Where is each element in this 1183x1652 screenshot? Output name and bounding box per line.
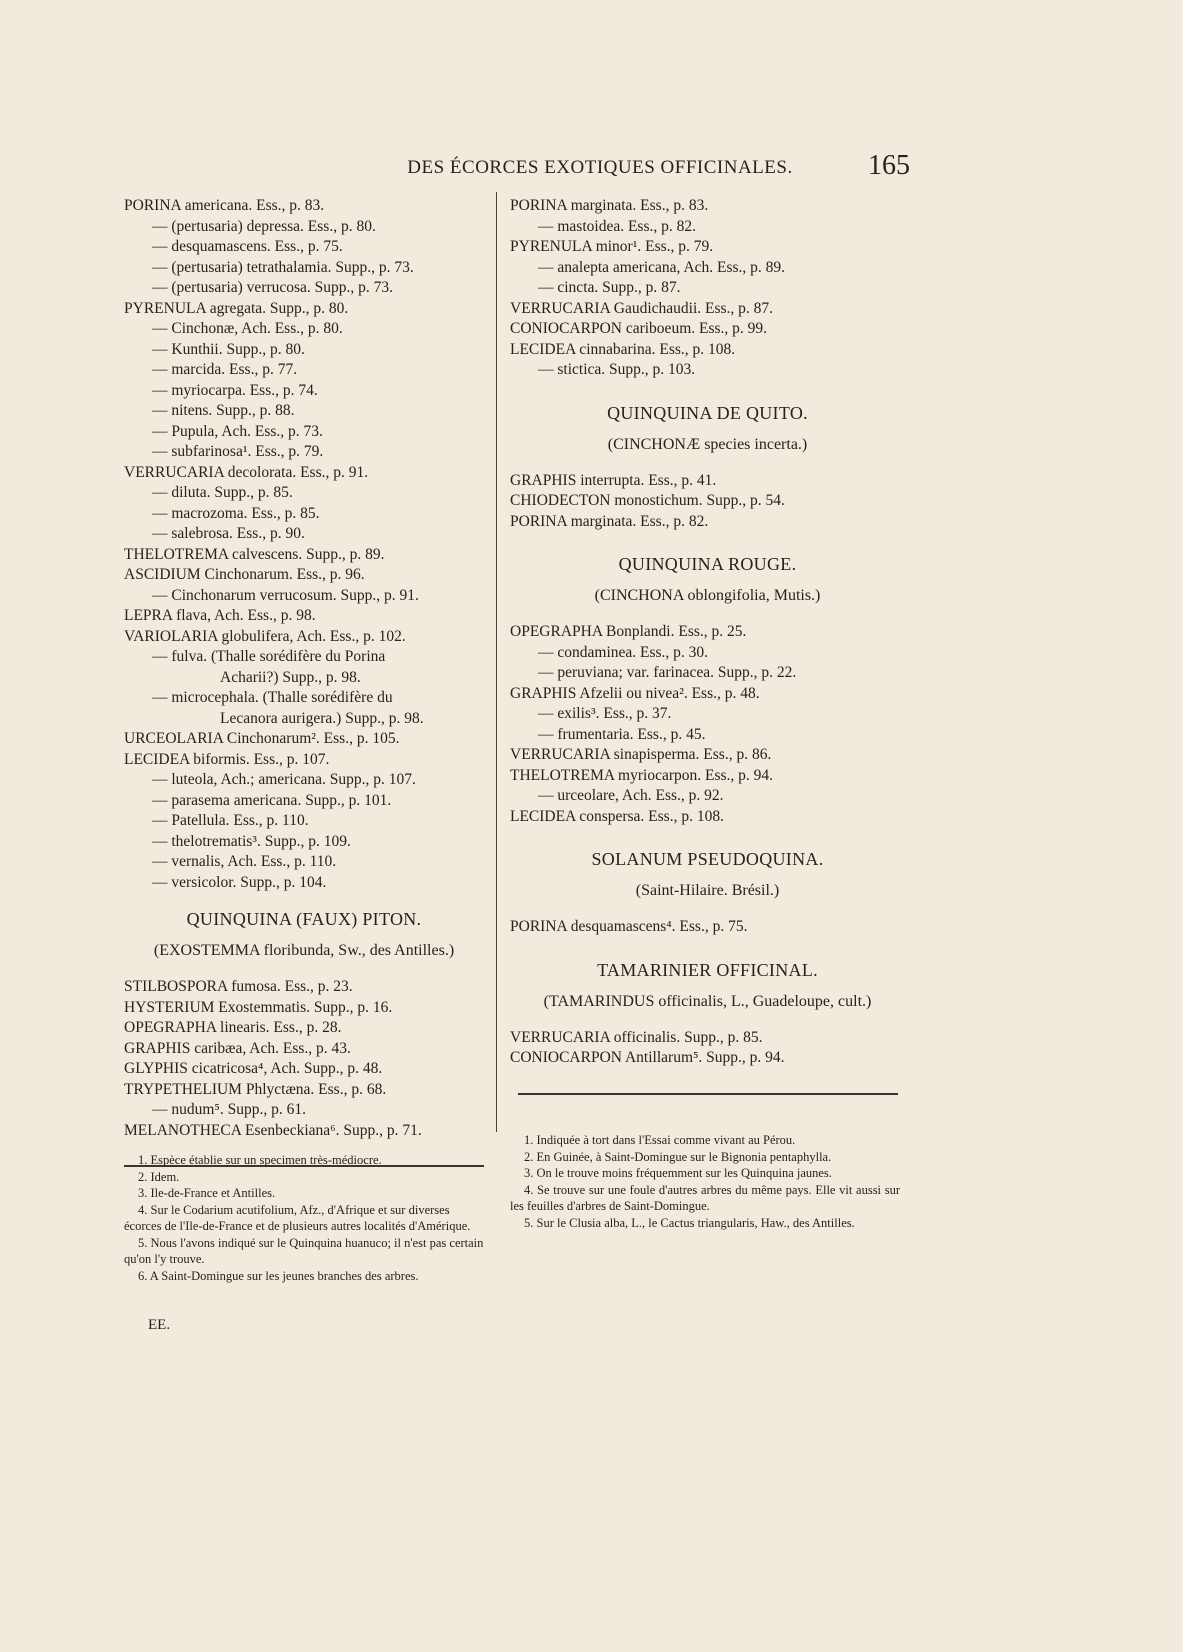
right-column — [510, 196, 905, 1095]
section-entries-piton — [124, 977, 484, 1141]
entry-line: — diluta. Supp., p. 85. — [152, 484, 293, 501]
section-entries-rouge — [510, 622, 905, 827]
entry-line: — (pertusaria) depressa. Ess., p. 80. — [152, 217, 376, 235]
entry-line: CONIOCARPON Antillarum⁵. Supp., p. 94. — [510, 1049, 785, 1066]
section-title-tamarinier: TAMARINIER OFFICINAL. — [597, 959, 818, 980]
footnote: 5. Nous l'avons indiqué sur le Quinquina huanuco; il n'est pas certain qu'on l'y trouve. — [124, 1235, 484, 1266]
entry-line: STILBOSPORA fumosa. Ess., p. 23. — [124, 978, 353, 995]
entry-line: — exilis³. Ess., p. 37. — [538, 705, 672, 722]
entry-line: — urceolare, Ach. Ess., p. 92. — [538, 787, 724, 804]
entry-line: Acharii?) Supp., p. 98. — [220, 668, 361, 686]
entry-line: — frumentaria. Ess., p. 45. — [538, 725, 706, 743]
entry-line: LECIDEA biformis. Ess., p. 107. — [124, 750, 330, 768]
footnote: 3. Ile-de-France et Antilles. — [138, 1186, 276, 1200]
entry-line: — analepta americana, Ach. Ess., p. 89. — [538, 258, 786, 276]
entry-line: — fulva. (Thalle sorédifère du Porina — [152, 648, 386, 665]
entry-line: THELOTREMA calvescens. Supp., p. 89. — [124, 545, 385, 563]
column-divider — [496, 192, 497, 1132]
entry-line: — marcida. Ess., p. 77. — [152, 361, 298, 378]
footnote: 1. Espèce établie sur un specimen très-médiocre. — [138, 1153, 382, 1167]
entry-line: CHIODECTON monostichum. Supp., p. 54. — [510, 492, 785, 509]
entry-line: LECIDEA cinnabarina. Ess., p. 108. — [510, 340, 736, 358]
section-subtitle-quito: (CINCHONÆ species incerta.) — [607, 435, 808, 453]
entry-line: URCEOLARIA Cinchonarum². Ess., p. 105. — [124, 730, 400, 747]
entry-line: — (pertusaria) tetrathalamia. Supp., p. 73. — [152, 258, 414, 276]
entry-line: GRAPHIS Afzelii ou nivea². Ess., p. 48. — [510, 684, 760, 702]
footnote-rule-right — [518, 1093, 898, 1095]
signature-mark: EE. — [148, 1317, 171, 1333]
entry-line: THELOTREMA myriocarpon. Ess., p. 94. — [510, 766, 774, 784]
footnote: 4. Sur le Codarium acutifolium, Afz., d'Afrique et sur diverses écorces de l'Ile-de-France et de plusieurs autres localités d'Amérique. — [124, 1202, 471, 1233]
footnote: 6. A Saint-Domingue sur les jeunes branches des arbres. — [138, 1268, 419, 1283]
entry-line: — nitens. Supp., p. 88. — [152, 402, 295, 419]
entry-line: — thelotrematis³. Supp., p. 109. — [152, 832, 351, 850]
footnote: 2. Idem. — [138, 1169, 180, 1184]
section-subtitle-tamarinier: (TAMARINDUS officinalis, L., Guadeloupe, cult.) — [543, 992, 872, 1010]
entry-line: — cincta. Supp., p. 87. — [538, 279, 681, 296]
entry-line: — salebrosa. Ess., p. 90. — [152, 525, 305, 542]
entry-line: PORINA americana. Ess., p. 83. — [124, 197, 325, 214]
entry-line: VERRUCARIA sinapisperma. Ess., p. 86. — [510, 746, 772, 763]
entry-line: — luteola, Ach.; americana. Supp., p. 107. — [152, 771, 416, 788]
entry-line: — (pertusaria) verrucosa. Supp., p. 73. — [152, 279, 394, 296]
entry-line: PYRENULA minor¹. Ess., p. 79. — [510, 238, 714, 255]
section-title-quito: QUINQUINA DE QUITO. — [607, 402, 808, 423]
entry-line: PORINA desquamascens⁴. Ess., p. 75. — [510, 918, 748, 935]
section-subtitle-exostemma: (EXOSTEMMA floribunda, Sw., des Antilles.) — [153, 942, 455, 959]
entry-line: — Pupula, Ach. Ess., p. 73. — [152, 422, 323, 440]
entry-line: VERRUCARIA decolorata. Ess., p. 91. — [124, 463, 369, 481]
footnotes-right — [510, 1132, 900, 1231]
entry-line: — stictica. Supp., p. 103. — [538, 361, 696, 378]
entry-line: HYSTERIUM Exostemmatis. Supp., p. 16. — [124, 998, 393, 1016]
left-entries — [124, 196, 484, 893]
page-number: 165 — [868, 150, 910, 181]
footnote: 1. Indiquée à tort dans l'Essai comme vivant au Pérou. — [524, 1133, 796, 1147]
footnote: 5. Sur le Clusia alba, L., le Cactus triangularis, Haw., des Antilles. — [524, 1215, 855, 1230]
entry-line: — myriocarpa. Ess., p. 74. — [152, 381, 318, 399]
entry-line: ASCIDIUM Cinchonarum. Ess., p. 96. — [124, 566, 365, 583]
entry-line: PORINA marginata. Ess., p. 82. — [510, 512, 709, 530]
section-entries-quito — [510, 471, 905, 533]
entry-line: — versicolor. Supp., p. 104. — [152, 873, 327, 891]
left-column — [124, 196, 484, 1167]
entry-line: Lecanora aurigera.) Supp., p. 98. — [220, 709, 424, 727]
entry-line: PYRENULA agregata. Supp., p. 80. — [124, 299, 349, 317]
entry-line: LECIDEA conspersa. Ess., p. 108. — [510, 807, 724, 825]
entry-line: TRYPETHELIUM Phlyctæna. Ess., p. 68. — [124, 1080, 387, 1098]
entry-line: OPEGRAPHA linearis. Ess., p. 28. — [124, 1019, 342, 1036]
entry-line: VERRUCARIA Gaudichaudii. Ess., p. 87. — [510, 299, 774, 317]
entry-line: — Cinchonæ, Ach. Ess., p. 80. — [152, 320, 343, 337]
entry-line: — peruviana; var. farinacea. Supp., p. 22. — [538, 664, 797, 681]
entry-line: — microcephala. (Thalle sorédifère du — [152, 689, 393, 706]
entry-line: MELANOTHECA Esenbeckiana⁶. Supp., p. 71. — [124, 1121, 422, 1139]
footnote: 3. On le trouve moins fréquemment sur les Quinquina jaunes. — [524, 1166, 832, 1180]
entry-line: — condaminea. Ess., p. 30. — [538, 643, 709, 661]
entry-line: GLYPHIS cicatricosa⁴, Ach. Supp., p. 48. — [124, 1060, 383, 1077]
entry-line: OPEGRAPHA Bonplandi. Ess., p. 25. — [510, 623, 747, 640]
entry-line: VERRUCARIA officinalis. Supp., p. 85. — [510, 1028, 763, 1046]
entry-line: VARIOLARIA globulifera, Ach. Ess., p. 102. — [124, 627, 406, 645]
entry-line: — desquamascens. Ess., p. 75. — [152, 238, 343, 255]
entry-line: — Kunthii. Supp., p. 80. — [152, 340, 305, 358]
entry-line: — Patellula. Ess., p. 110. — [152, 812, 309, 829]
section-entries-solanum — [510, 917, 905, 938]
entry-line: — vernalis, Ach. Ess., p. 110. — [152, 853, 337, 870]
section-subtitle-solanum: (Saint-Hilaire. Brésil.) — [635, 882, 780, 899]
entry-line: CONIOCARPON cariboeum. Ess., p. 99. — [510, 320, 768, 337]
entry-line: LEPRA flava, Ach. Ess., p. 98. — [124, 607, 316, 624]
right-entries — [510, 196, 905, 381]
entry-line: — subfarinosa¹. Ess., p. 79. — [152, 443, 324, 460]
entry-line: GRAPHIS caribæa, Ach. Ess., p. 43. — [124, 1039, 351, 1057]
footnotes-left — [124, 1152, 484, 1284]
section-entries-tamarinier — [510, 1028, 905, 1069]
section-subtitle-rouge: (CINCHONA oblongifolia, Mutis.) — [594, 587, 821, 604]
entry-line: — Cinchonarum verrucosum. Supp., p. 91. — [152, 586, 419, 604]
entry-line: — parasema americana. Supp., p. 101. — [152, 791, 392, 809]
entry-line: PORINA marginata. Ess., p. 83. — [510, 197, 709, 214]
entry-line: — mastoidea. Ess., p. 82. — [538, 217, 696, 235]
entry-line: — nudum⁵. Supp., p. 61. — [152, 1101, 306, 1118]
running-header: DES ÉCORCES EXOTIQUES OFFICINALES. — [407, 157, 793, 178]
footnote: 2. En Guinée, à Saint-Domingue sur le Bignonia pentaphylla. — [524, 1149, 832, 1164]
entry-line: GRAPHIS interrupta. Ess., p. 41. — [510, 471, 717, 489]
section-title-quinquina-piton: QUINQUINA (FAUX) PITON. — [186, 909, 422, 929]
section-title-solanum: SOLANUM PSEUDOQUINA. — [591, 849, 824, 869]
entry-line: — macrozoma. Ess., p. 85. — [152, 504, 320, 522]
section-title-rouge: QUINQUINA ROUGE. — [618, 554, 797, 574]
footnote: 4. Se trouve sur une foule d'autres arbres du même pays. Elle vit aussi sur les feuilles d'arbres de Saint-Domingue. — [510, 1182, 900, 1213]
